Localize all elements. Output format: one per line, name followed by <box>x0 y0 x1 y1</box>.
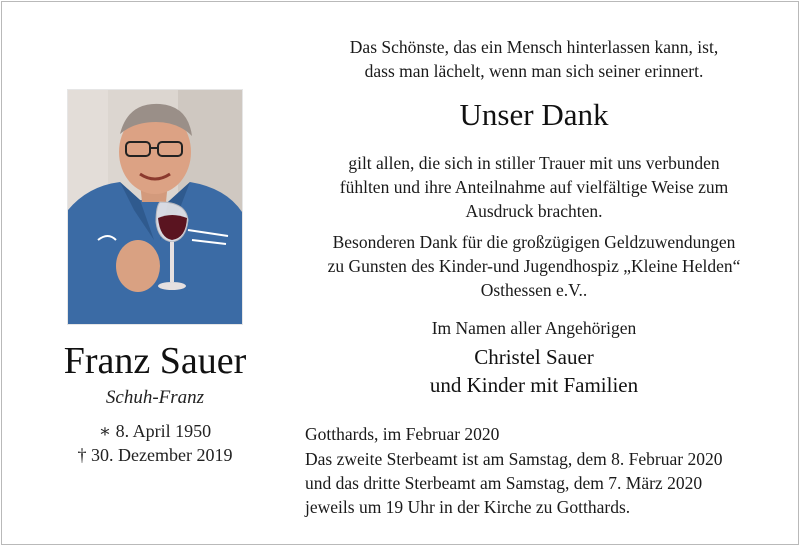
thanks-paragraph <box>302 151 766 223</box>
right-column <box>302 2 766 544</box>
service-line: und das dritte Sterbeamt am Samstag, dem 7. März 2020 <box>305 473 703 493</box>
special-thanks-paragraph <box>302 230 766 302</box>
portrait-photo <box>68 90 242 324</box>
on-behalf-text: Im Namen aller Angehörigen <box>431 318 637 338</box>
service-info <box>305 447 775 519</box>
place-date: Gotthards, im Februar 2020 <box>305 424 500 444</box>
thanks-line: fühlten und ihre Anteilnahme auf vielfältige Weise zum <box>339 177 729 197</box>
portrait-illustration <box>68 90 242 324</box>
special-thanks-line: Osthessen e.V.. <box>480 280 588 300</box>
memorial-quote <box>302 35 766 83</box>
special-thanks-line: zu Gunsten des Kinder-und Jugendhospiz „Kleine Helden“ <box>327 256 741 276</box>
thanks-line: gilt allen, die sich in stiller Trauer mit uns verbunden <box>348 153 720 173</box>
left-column <box>2 2 308 544</box>
death-date: † 30. Dezember 2019 <box>77 445 233 465</box>
quote-line: dass man lächelt, wenn man sich seiner erinnert. <box>364 61 704 81</box>
deceased-nickname: Schuh-Franz <box>105 387 205 408</box>
service-line: jeweils um 19 Uhr in der Kirche zu Gotthards. <box>305 497 631 517</box>
thanks-heading: Unser Dank <box>459 97 609 132</box>
deceased-name: Franz Sauer <box>63 340 247 382</box>
birth-date: ∗ 8. April 1950 <box>98 421 212 441</box>
quote-line: Das Schönste, das ein Mensch hinterlassen kann, ist, <box>349 37 719 57</box>
thanks-line: Ausdruck brachten. <box>465 201 603 221</box>
obituary-card <box>1 1 799 545</box>
service-line: Das zweite Sterbeamt ist am Samstag, dem 8. Februar 2020 <box>305 449 723 469</box>
special-thanks-line: Besonderen Dank für die großzügigen Geldzuwendungen <box>332 232 736 252</box>
signer-name: Christel Sauer <box>474 345 594 369</box>
signer-family: und Kinder mit Familien <box>429 373 639 397</box>
